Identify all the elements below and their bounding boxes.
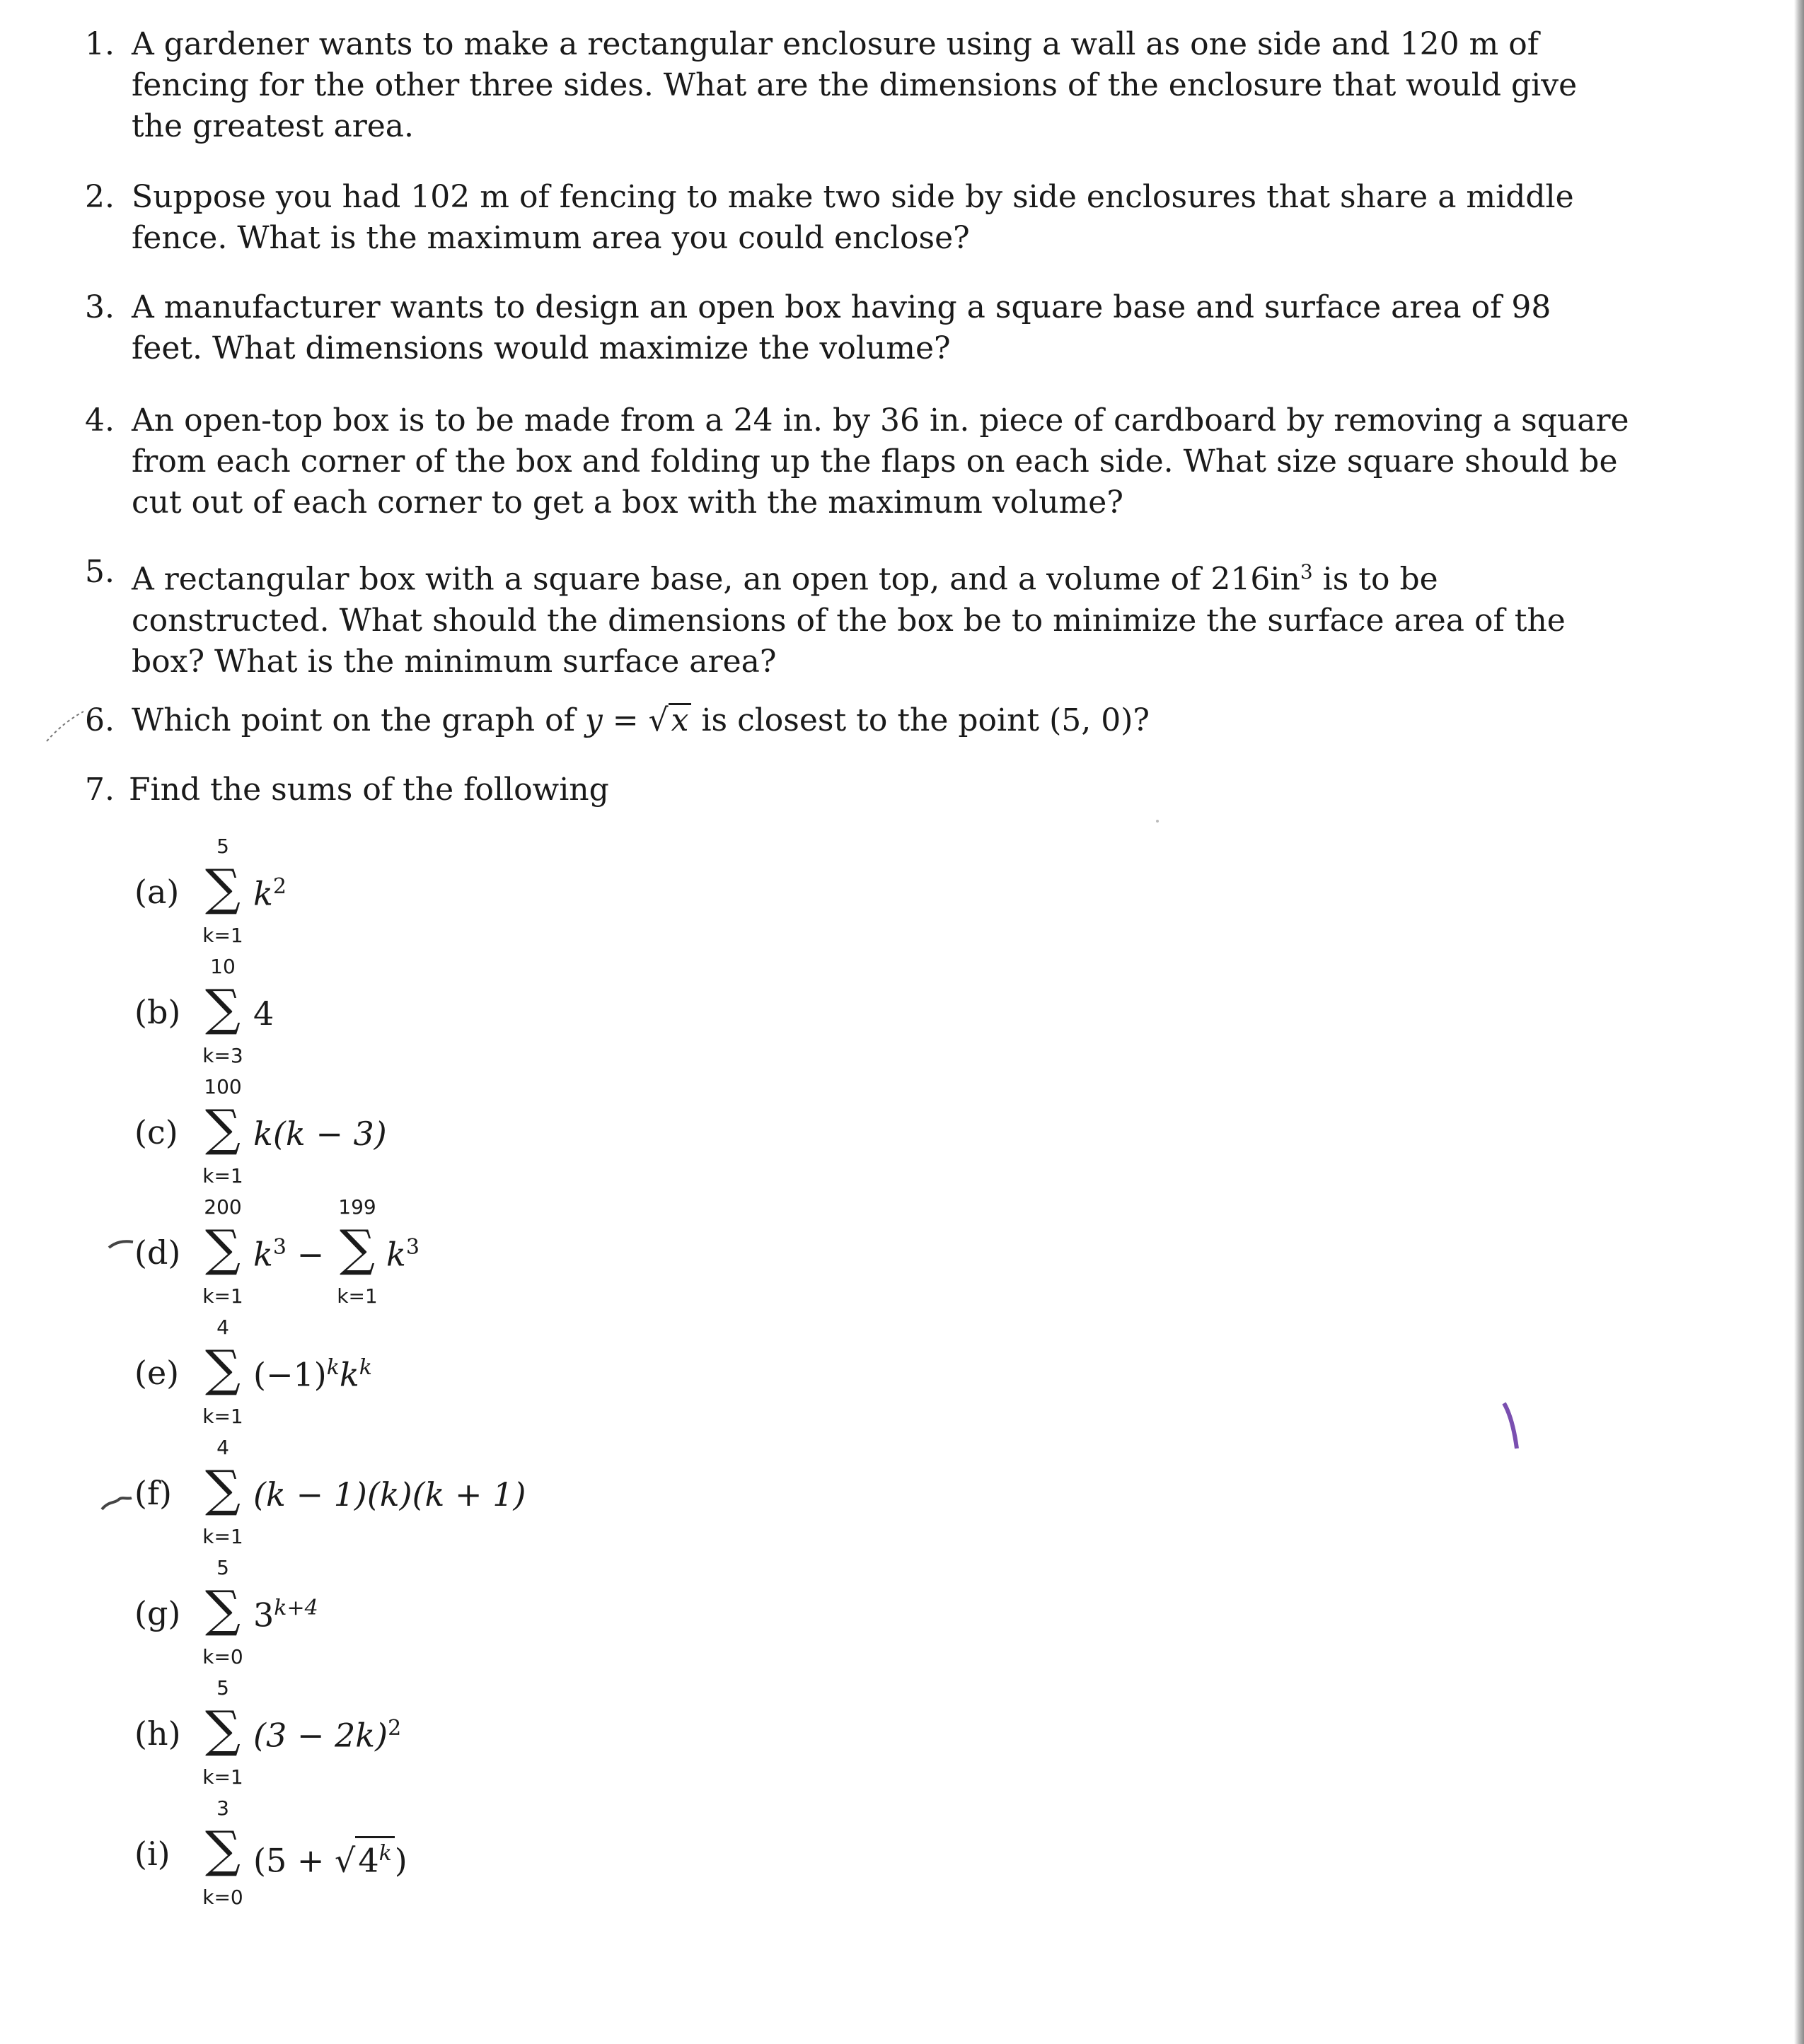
upper-limit: 100 bbox=[204, 1075, 242, 1098]
lower-limit: k=1 bbox=[202, 1525, 243, 1548]
pencil-check-mark-6 bbox=[41, 699, 91, 748]
sum-item-b bbox=[134, 955, 771, 1068]
sum-label: (i) bbox=[134, 1835, 170, 1873]
sum-label: (h) bbox=[134, 1714, 181, 1753]
summand: (k − 1)(k)(k + 1) bbox=[253, 1475, 526, 1514]
upper-limit: 3 bbox=[216, 1796, 229, 1820]
sum-label: (e) bbox=[134, 1354, 180, 1392]
lower-limit: k=1 bbox=[202, 1164, 243, 1188]
upper-limit: 199 bbox=[338, 1195, 376, 1219]
lower-limit: k=1 bbox=[337, 1284, 378, 1308]
sum-item-h bbox=[134, 1676, 771, 1789]
summand: $(5 + √4^k)$ bbox=[253, 1836, 407, 1879]
stray-dot bbox=[1153, 817, 1162, 825]
sigma-symbol: ∑ bbox=[205, 1700, 241, 1758]
sigma-symbol: ∑ bbox=[205, 1219, 241, 1277]
sigma-symbol: ∑ bbox=[205, 859, 241, 917]
sum-item-a bbox=[134, 835, 771, 948]
problem-text: Suppose you had 102 m of fencing to make two side by side enclosures that share a middle fence. What is the maximum area you could enclose? bbox=[132, 179, 1574, 256]
summand: $k^3$ − bbox=[253, 1235, 325, 1274]
sigma-symbol: ∑ bbox=[205, 1580, 241, 1638]
purple-ink-mark bbox=[1498, 1399, 1527, 1456]
pencil-check-mark-d bbox=[106, 1236, 137, 1252]
lower-limit: k=1 bbox=[202, 924, 243, 947]
lower-limit: k=1 bbox=[202, 1405, 243, 1428]
sum-label: (a) bbox=[134, 873, 180, 911]
upper-limit: 5 bbox=[216, 835, 229, 858]
summand: $(3 - 2k)^2$ bbox=[253, 1716, 402, 1755]
sum-item-i bbox=[134, 1796, 771, 1910]
lower-limit: k=0 bbox=[202, 1645, 243, 1668]
lower-limit: k=1 bbox=[202, 1765, 243, 1789]
upper-limit: 4 bbox=[216, 1316, 229, 1339]
problem-number: 2. bbox=[85, 179, 115, 215]
problem-number: 1. bbox=[85, 26, 115, 62]
sum-item-e bbox=[134, 1316, 771, 1429]
lower-limit: k=3 bbox=[202, 1044, 243, 1067]
sum-item-f bbox=[134, 1436, 771, 1549]
problem-text: A gardener wants to make a rectangular enclosure using a wall as one side and 120 m of fencing for the other three sides. What are the dimensions of the enclosure that would give the greatest area. bbox=[132, 26, 1578, 144]
problem-text: Find the sums of the following bbox=[129, 772, 609, 808]
sigma-symbol: ∑ bbox=[340, 1219, 375, 1277]
problem-text: A manufacturer wants to design an open box having a square base and surface area of 98 feet. What dimensions would maximize the volume? bbox=[132, 289, 1551, 366]
summand: 4 bbox=[253, 994, 274, 1033]
problem-text: Which point on the graph of y = √x is closest to the point (5, 0)? bbox=[132, 702, 1150, 738]
problem-text: An open-top box is to be made from a 24 in. by 36 in. piece of cardboard by removing a square from each corner of the box and folding up the flaps on each side. What size square should be cut out of each corner to get a box with the maximum volume? bbox=[132, 402, 1629, 521]
sum-label: (c) bbox=[134, 1113, 178, 1151]
lower-limit: k=1 bbox=[202, 1284, 243, 1308]
summand-second: $k^3$ bbox=[386, 1235, 420, 1274]
sigma-symbol: ∑ bbox=[205, 1821, 241, 1878]
lower-limit: k=0 bbox=[202, 1886, 243, 1909]
summand: $(-1)^kk^k$ bbox=[253, 1355, 372, 1394]
sum-label: (f) bbox=[134, 1474, 172, 1512]
sum-label: (b) bbox=[134, 993, 181, 1031]
problem-number: 6. bbox=[85, 702, 115, 738]
summand: $3^{k+4}$ bbox=[253, 1596, 318, 1634]
problem-number: 7. bbox=[85, 772, 115, 808]
sum-item-c bbox=[134, 1075, 771, 1188]
upper-limit: 5 bbox=[216, 1676, 229, 1700]
scan-edge bbox=[1794, 0, 1804, 2044]
upper-limit: 4 bbox=[216, 1436, 229, 1459]
sum-item-d bbox=[134, 1195, 771, 1308]
problem-number: 3. bbox=[85, 289, 115, 325]
sum-label: (g) bbox=[134, 1594, 181, 1632]
upper-limit: 200 bbox=[204, 1195, 242, 1219]
sigma-symbol: ∑ bbox=[205, 979, 241, 1037]
upper-limit: 10 bbox=[210, 955, 236, 978]
sigma-symbol: ∑ bbox=[205, 1340, 241, 1398]
upper-limit: 5 bbox=[216, 1556, 229, 1579]
problem-number: 4. bbox=[85, 402, 115, 439]
summand: $k^2$ bbox=[253, 874, 287, 913]
sigma-symbol: ∑ bbox=[205, 1099, 241, 1157]
sigma-symbol: ∑ bbox=[205, 1460, 241, 1518]
pencil-check-mark-f bbox=[99, 1494, 136, 1514]
sum-item-g bbox=[134, 1556, 771, 1669]
summand: k(k − 3) bbox=[253, 1115, 387, 1153]
problem-number: 5. bbox=[85, 554, 115, 590]
sum-label: (d) bbox=[134, 1233, 181, 1272]
problem-text: A rectangular box with a square base, an open top, and a volume of $216in^3$ is to be constructed. What should the dimensions of the box be to minimize the surface area of the box? What is the minimum surface area? bbox=[132, 560, 1566, 680]
